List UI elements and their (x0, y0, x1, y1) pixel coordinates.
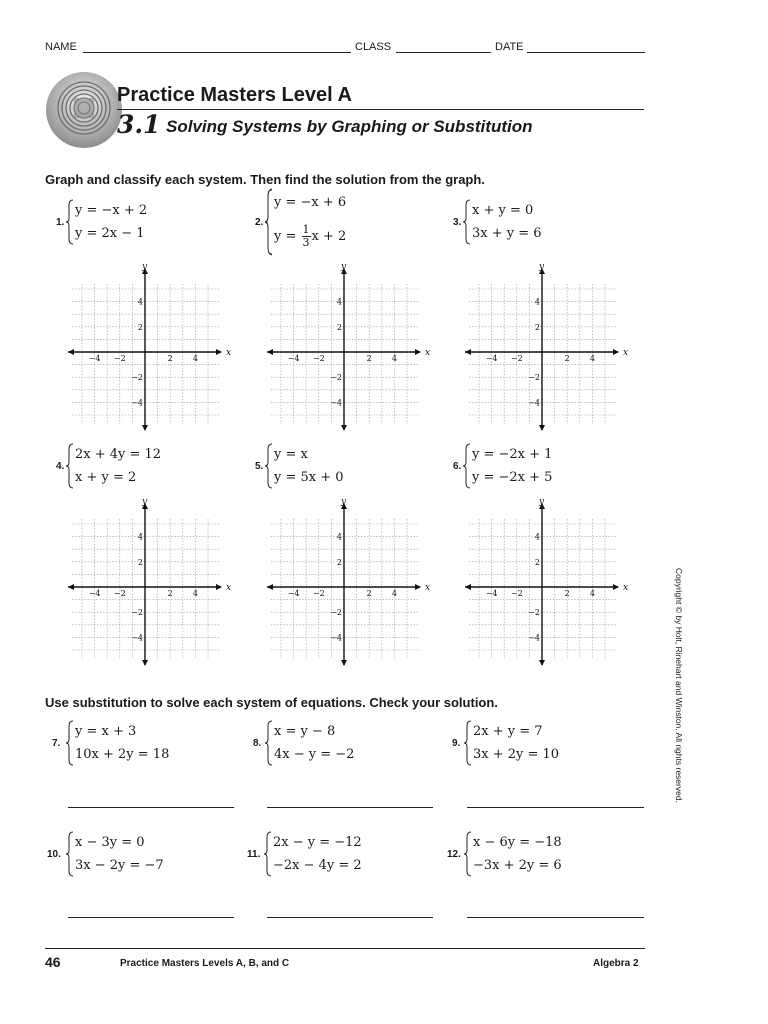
header-fields (45, 40, 645, 56)
equation-1: x = y − 8 (274, 724, 336, 739)
y-tick-label: 2 (336, 322, 342, 332)
y-tick-label: −4 (131, 398, 143, 408)
axis-arrowhead (539, 425, 545, 431)
axis-arrowhead (465, 584, 471, 590)
y-tick-label: 4 (336, 532, 342, 542)
problem-number: 3. (453, 216, 462, 228)
axis-arrowhead (613, 584, 619, 590)
problem-number: 8. (253, 737, 262, 749)
x-tick-label: −4 (88, 589, 101, 598)
footer-divider (45, 948, 645, 949)
equation-2: y = 5x + 0 (274, 470, 344, 485)
problem-number: 5. (255, 460, 264, 472)
y-tick-label: −2 (330, 608, 342, 618)
problem-number: 6. (453, 460, 462, 472)
y-axis-label: y (142, 497, 148, 507)
problem-number: 10. (47, 848, 61, 860)
y-tick-label: 4 (137, 532, 143, 542)
x-axis-label: x (623, 348, 629, 358)
coordinate-grid-5[interactable] (265, 497, 431, 667)
system-brace (265, 188, 273, 256)
answer-line-8[interactable] (267, 807, 433, 808)
y-tick-label: 4 (137, 297, 143, 307)
problem-6 (453, 443, 633, 489)
x-tick-label: −2 (113, 354, 126, 363)
y-axis-label: y (539, 497, 545, 507)
problem-number: 1. (56, 216, 65, 228)
axis-arrowhead (68, 584, 74, 590)
y-tick-label: 2 (534, 557, 540, 567)
x-tick-label: −4 (485, 589, 498, 598)
fraction-denominator: 3 (302, 236, 310, 249)
section-title: Solving Systems by Graphing or Substitution (166, 117, 533, 136)
fraction-numerator: 1 (302, 223, 310, 236)
coordinate-grid-4[interactable] (66, 497, 232, 667)
coordinate-grid-1[interactable] (66, 262, 232, 432)
y-tick-label: 2 (137, 557, 143, 567)
class-label: CLASS (355, 41, 392, 53)
axis-arrowhead (267, 584, 273, 590)
y-axis-label: y (142, 262, 148, 272)
system-brace (264, 831, 272, 877)
axis-arrowhead (142, 660, 148, 666)
x-tick-label: 4 (192, 589, 198, 598)
name-label: NAME (45, 41, 77, 53)
equation-2-lhs: y = (274, 229, 301, 244)
coordinate-grid-6[interactable] (463, 497, 629, 667)
y-tick-label: −2 (330, 373, 342, 383)
y-tick-label: −2 (131, 608, 143, 618)
x-tick-label: −4 (287, 354, 300, 363)
equation-2: 10x + 2y = 18 (75, 747, 170, 762)
x-tick-label: −2 (510, 354, 523, 363)
problem-12 (447, 831, 637, 877)
problem-11 (247, 831, 437, 877)
system-brace (463, 199, 471, 245)
x-tick-label: 2 (366, 589, 372, 598)
equation-1: x + y = 0 (472, 203, 534, 218)
equation-1: y = −x + 6 (274, 195, 347, 210)
x-tick-label: −4 (88, 354, 101, 363)
equation-2-rhs: x + 2 (311, 229, 347, 244)
equation-2: y = −2x + 5 (472, 470, 553, 485)
system-brace (265, 720, 273, 766)
x-tick-label: 4 (192, 354, 198, 363)
axis-arrowhead (465, 349, 471, 355)
axis-arrowhead (267, 349, 273, 355)
y-tick-label: −4 (131, 633, 143, 643)
substitution-instructions: Use substitution to solve each system of equations. Check your solution. (45, 695, 498, 710)
equation-1: 2x + 4y = 12 (75, 447, 162, 462)
equation-2: −3x + 2y = 6 (473, 858, 562, 873)
system-brace (66, 831, 74, 877)
y-tick-label: 4 (534, 532, 540, 542)
problem-5 (255, 443, 435, 489)
coordinate-grid-2[interactable] (265, 262, 431, 432)
equation-2: −2x − 4y = 2 (273, 858, 362, 873)
section-number: 3.1 (117, 110, 161, 139)
axis-arrowhead (415, 349, 421, 355)
x-axis-label: x (226, 583, 232, 593)
x-tick-label: 4 (391, 354, 397, 363)
problem-number: 4. (56, 460, 65, 472)
problem-7 (52, 720, 237, 766)
equation-2: y = 2x − 1 (75, 226, 145, 241)
x-axis-label: x (226, 348, 232, 358)
axis-arrowhead (613, 349, 619, 355)
y-tick-label: −2 (528, 608, 540, 618)
x-tick-label: −2 (510, 589, 523, 598)
axis-arrowhead (539, 660, 545, 666)
system-brace (66, 443, 74, 489)
y-tick-label: −4 (330, 398, 342, 408)
graphing-instructions: Graph and classify each system. Then find the solution from the graph. (45, 172, 485, 187)
x-tick-label: 2 (167, 354, 173, 363)
axis-arrowhead (341, 425, 347, 431)
equation-2 (274, 224, 346, 249)
equation-1: 2x − y = −12 (273, 835, 362, 850)
x-tick-label: −2 (113, 589, 126, 598)
problem-10 (47, 831, 237, 877)
page-number: 46 (45, 954, 61, 970)
problem-1 (56, 199, 236, 245)
y-axis-label: y (341, 497, 347, 507)
system-brace (464, 831, 472, 877)
y-tick-label: −2 (528, 373, 540, 383)
class-field[interactable] (396, 52, 491, 53)
x-tick-label: −2 (312, 589, 325, 598)
problem-2 (255, 188, 435, 256)
system-brace (464, 720, 472, 766)
answer-line-12[interactable] (467, 917, 644, 918)
problem-number: 7. (52, 737, 61, 749)
x-axis-label: x (623, 583, 629, 593)
fraction (302, 224, 311, 249)
y-tick-label: 2 (137, 322, 143, 332)
answer-line-9[interactable] (467, 807, 644, 808)
y-axis-label: y (539, 262, 545, 272)
system-brace (463, 443, 471, 489)
date-field[interactable] (527, 52, 645, 53)
x-tick-label: 2 (564, 354, 570, 363)
y-tick-label: 4 (534, 297, 540, 307)
course-name: Algebra 2 (593, 958, 639, 969)
book-title: Practice Masters Levels A, B, and C (120, 958, 290, 969)
equation-1: x − 6y = −18 (473, 835, 562, 850)
axis-arrowhead (216, 349, 222, 355)
system-brace (265, 443, 273, 489)
y-tick-label: −4 (528, 398, 540, 408)
x-tick-label: 4 (589, 589, 595, 598)
y-tick-label: −2 (131, 373, 143, 383)
problem-number: 11. (247, 848, 261, 860)
name-field[interactable] (83, 52, 351, 53)
x-tick-label: −4 (287, 589, 300, 598)
axis-arrowhead (142, 425, 148, 431)
axis-arrowhead (341, 660, 347, 666)
equation-2: 4x − y = −2 (274, 747, 355, 762)
title-divider (117, 109, 644, 110)
y-axis-label: y (341, 262, 347, 272)
x-tick-label: 2 (564, 589, 570, 598)
y-tick-label: 2 (534, 322, 540, 332)
coordinate-grid-3[interactable] (463, 262, 629, 432)
concentric-circles-logo (44, 70, 124, 150)
x-tick-label: −2 (312, 354, 325, 363)
answer-line-10[interactable] (68, 917, 234, 918)
x-tick-label: 4 (391, 589, 397, 598)
x-axis-label: x (425, 348, 431, 358)
answer-line-7[interactable] (68, 807, 234, 808)
problem-9 (452, 720, 637, 766)
system-brace (66, 199, 74, 245)
answer-line-11[interactable] (267, 917, 433, 918)
equation-1: y = −x + 2 (75, 203, 148, 218)
axis-arrowhead (415, 584, 421, 590)
system-brace (66, 720, 74, 766)
x-tick-label: 2 (167, 589, 173, 598)
problem-3 (453, 199, 633, 245)
y-tick-label: −4 (330, 633, 342, 643)
problem-8 (253, 720, 438, 766)
equation-2: x + y = 2 (75, 470, 137, 485)
axis-arrowhead (68, 349, 74, 355)
problem-number: 12. (447, 848, 461, 860)
copyright-notice: Copyright © by Holt, Rinehart and Winston. All rights reserved. (674, 568, 684, 803)
equation-1: x − 3y = 0 (75, 835, 145, 850)
equation-1: 2x + y = 7 (473, 724, 543, 739)
equation-2: 3x + y = 6 (472, 226, 542, 241)
x-tick-label: 2 (366, 354, 372, 363)
problem-4 (56, 443, 236, 489)
equation-1: y = x (274, 447, 308, 462)
axis-arrowhead (216, 584, 222, 590)
x-axis-label: x (425, 583, 431, 593)
x-tick-label: 4 (589, 354, 595, 363)
equation-1: y = −2x + 1 (472, 447, 553, 462)
page-title: Practice Masters Level A (117, 84, 352, 106)
equation-1: y = x + 3 (75, 724, 137, 739)
equation-2: 3x + 2y = 10 (473, 747, 560, 762)
equation-2: 3x − 2y = −7 (75, 858, 164, 873)
y-tick-label: −4 (528, 633, 540, 643)
y-tick-label: 2 (336, 557, 342, 567)
date-label: DATE (495, 41, 524, 53)
problem-number: 2. (255, 216, 264, 228)
x-tick-label: −4 (485, 354, 498, 363)
problem-number: 9. (452, 737, 461, 749)
y-tick-label: 4 (336, 297, 342, 307)
